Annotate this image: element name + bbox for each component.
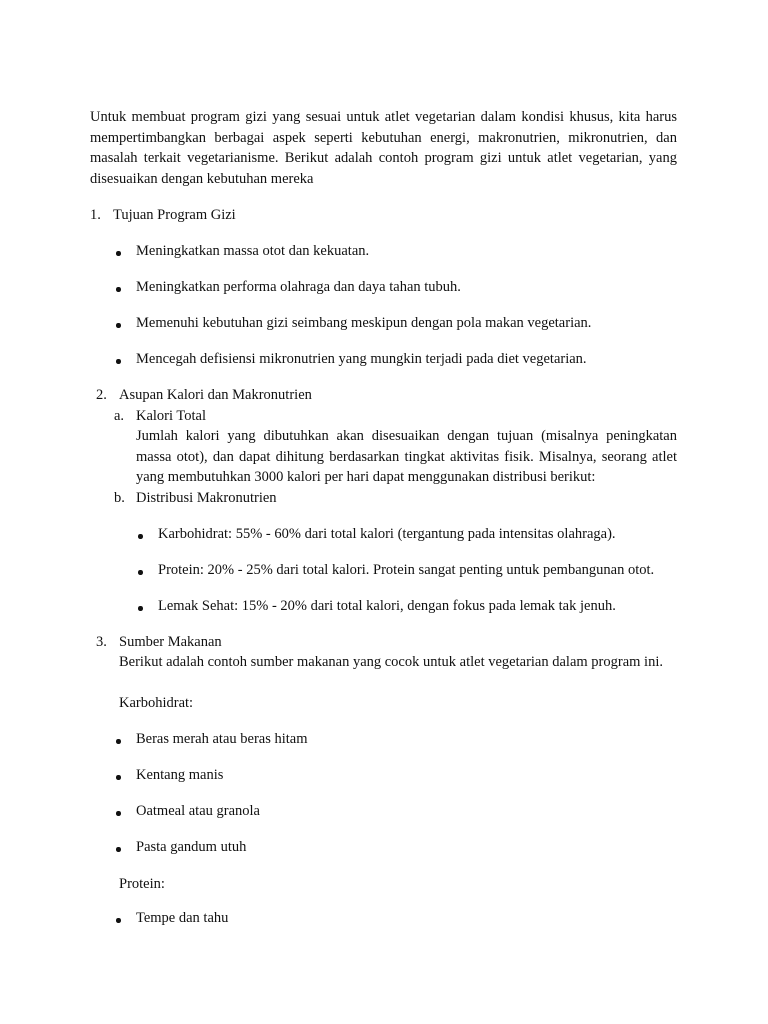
list-item: Tempe dan tahu	[136, 910, 229, 926]
list-item: Kentang manis	[136, 767, 224, 783]
list-item: Protein: 20% - 25% dari total kalori. Protein sangat penting untuk pembangunan otot.	[158, 562, 655, 578]
bullet-icon	[116, 251, 121, 256]
list-item: Meningkatkan performa olahraga dan daya tahan tubuh.	[136, 279, 461, 295]
section-3-title: Sumber Makanan	[119, 634, 222, 650]
bullet-icon	[138, 606, 143, 611]
sub-a-letter: a.	[114, 408, 125, 424]
list-item: Oatmeal atau granola	[136, 803, 260, 819]
section-2-title: Asupan Kalori dan Makronutrien	[119, 387, 312, 403]
bullet-icon	[116, 287, 121, 292]
bullet-icon	[116, 847, 121, 852]
section-1-number: 1.	[90, 207, 101, 223]
section-3-text: Berikut adalah contoh sumber makanan yang cocok untuk atlet vegetarian dalam program ini.	[119, 654, 663, 670]
list-item: Meningkatkan massa otot dan kekuatan.	[136, 243, 370, 259]
section-2-number: 2.	[96, 387, 107, 403]
sub-b-letter: b.	[114, 490, 125, 506]
bullet-icon	[138, 570, 143, 575]
list-item: Mencegah defisiensi mikronutrien yang mungkin terjadi pada diet vegetarian.	[136, 351, 587, 367]
sub-a-text: Jumlah kalori yang dibutuhkan akan disesuaikan dengan tujuan (misalnya peningkatan massa otot), dan dapat dihitung berdasarkan tingkat aktivitas fisik. Misalnya, seorang atlet yang membutuhkan 3000 kalori per hari dapat menggunakan distribusi berikut:	[136, 428, 677, 485]
list-item: Memenuhi kebutuhan gizi seimbang meskipun dengan pola makan vegetarian.	[136, 315, 592, 331]
carb-label: Karbohidrat:	[119, 695, 194, 711]
list-item: Beras merah atau beras hitam	[136, 731, 308, 747]
sub-a-title: Kalori Total	[136, 408, 206, 424]
bullet-icon	[116, 918, 121, 923]
bullet-icon	[116, 811, 121, 816]
bullet-icon	[138, 534, 143, 539]
section-3-number: 3.	[96, 634, 107, 650]
bullet-icon	[116, 739, 121, 744]
bullet-icon	[116, 775, 121, 780]
section-1-title: Tujuan Program Gizi	[113, 207, 236, 223]
protein-label: Protein:	[119, 876, 165, 892]
sub-b-title: Distribusi Makronutrien	[136, 490, 277, 506]
bullet-icon	[116, 323, 121, 328]
bullet-icon	[116, 359, 121, 364]
list-item: Pasta gandum utuh	[136, 839, 247, 855]
list-item: Lemak Sehat: 15% - 20% dari total kalori, dengan fokus pada lemak tak jenuh.	[158, 598, 616, 614]
list-item: Karbohidrat: 55% - 60% dari total kalori (tergantung pada intensitas olahraga).	[158, 526, 616, 542]
intro-paragraph: Untuk membuat program gizi yang sesuai untuk atlet vegetarian dalam kondisi khusus, kita harus mempertimbangkan berbagai aspek seperti kebutuhan energi, makronutrien, mikronutrien, dan masalah terkait vegetarianisme. Berikut adalah contoh program gizi untuk atlet vegetarian, yang disesuaikan dengan kebutuhan mereka	[90, 109, 677, 187]
